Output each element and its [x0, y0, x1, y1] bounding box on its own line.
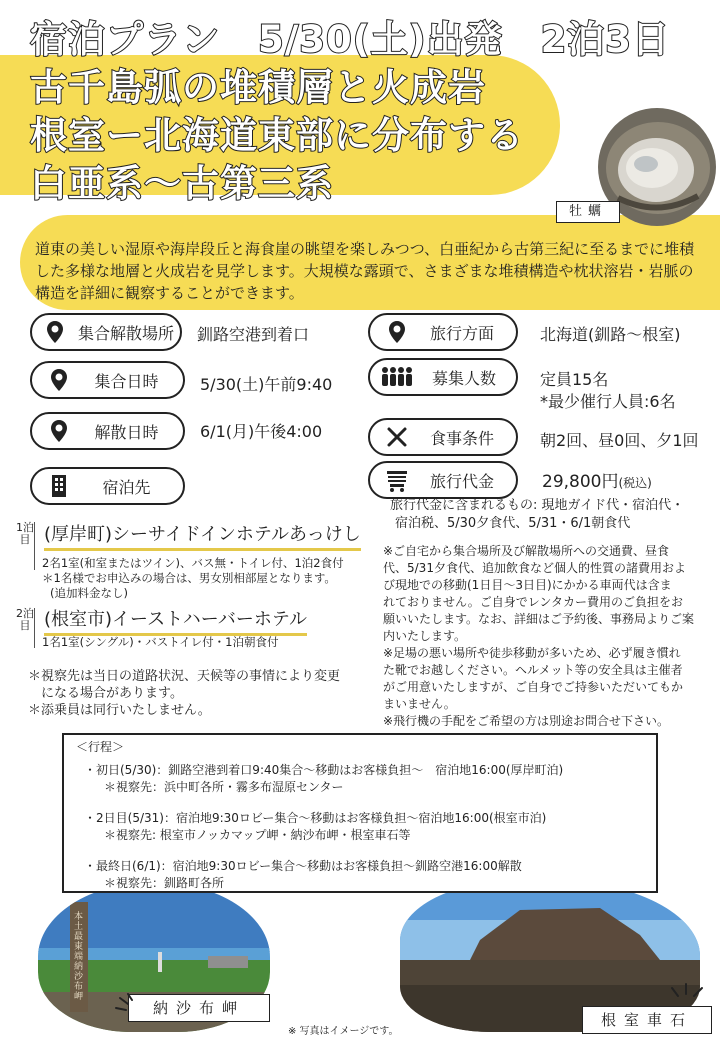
- left-note-2: になる場合があります。: [28, 686, 183, 701]
- itinerary-day-2-line-2: ＊視察先: 根室市ノッカマップ岬・納沙布岬・根室車石等: [104, 828, 411, 842]
- hotel-1-detail-3: (追加料金なし): [50, 586, 128, 600]
- price-amount: 29,800円: [542, 472, 619, 492]
- spark-lines-right: [668, 982, 708, 1010]
- hotel-2-detail-1: 1名1室(シングル)・バストイレ付・1泊朝食付: [42, 635, 279, 649]
- itinerary-day-1-line-1: ・初日(5/30)：釧路空港到着口9:40集合～移動はお客様負担～ 宿泊地16:00(厚岸町泊): [84, 763, 564, 777]
- meeting-time-pill: [30, 361, 185, 399]
- meals-pill: [368, 418, 518, 456]
- hotel-1-day: 1泊目: [16, 522, 35, 570]
- hotel-2-day: 2泊目: [16, 608, 35, 648]
- right-note-6: 内いたします。: [383, 629, 467, 643]
- hotel-1-detail-1: 2名1室(和室またはツイン)、バス無・トイレ付、1泊2食付: [42, 556, 344, 570]
- left-note-1: ＊視察先は当日の道路状況、天候等の事情により変更: [28, 669, 341, 684]
- meeting-place-value: 釧路空港到着口: [197, 325, 310, 344]
- recruit-value-2: *最少催行人員:6名: [540, 392, 676, 411]
- hotel-1-detail-2: ＊1名様でお申込みの場合は、男女別相部屋となります。: [42, 571, 336, 585]
- itinerary-box: [62, 733, 658, 893]
- itinerary-day-3-line-2: ＊視察先：釧路町各所: [104, 876, 225, 890]
- dismissal-value: 6/1(月)午後4:00: [200, 422, 323, 441]
- meeting-time-value: 5/30(土)午前9:40: [200, 375, 333, 394]
- right-note-10: まいません。: [383, 697, 456, 711]
- price-note-2: 宿泊税、5/30夕食代、5/31・6/1朝食代: [395, 516, 631, 531]
- meeting-time-label: 集合日時: [94, 371, 159, 391]
- right-note-9: がご用意いたしますが、ご自身でご持参いただいてもか: [383, 680, 684, 694]
- itinerary-heading: ＜行程＞: [76, 740, 125, 754]
- price-tax: (税込): [618, 476, 652, 490]
- title-line-4: 白亜系～古第三系: [30, 162, 334, 205]
- people-group-icon: [380, 364, 414, 390]
- itinerary-day-2-line-1: ・2日目(5/31)：宿泊地9:30ロビー集合～移動はお客様負担～宿泊地16:00(根室市泊): [84, 811, 547, 825]
- direction-label: 旅行方面: [429, 323, 494, 343]
- location-pin-icon: [384, 319, 410, 345]
- intro-text: 道東の美しい湿原や海岸段丘と海食崖の眺望を楽しみつつ、白亜紀から古第三紀に至るまでに堆積した多様な地層と火成岩を見学します。大規模な露頭で、さまざまな堆積構造や枕状溶岩・岩脈の構造を詳細に観察することができます。: [35, 240, 695, 302]
- nosappu-label: 納沙布岬: [128, 994, 270, 1022]
- oyster-tag: 牡蠣: [556, 201, 620, 223]
- price-pill: [368, 461, 518, 499]
- title-line-1: 宿泊プラン 5/30(土)出発 2泊3日: [30, 18, 671, 61]
- right-note-11: ※飛行機の手配をご希望の方は別途お問合せ下さい。: [383, 714, 670, 728]
- price-value: [542, 467, 652, 492]
- location-pin-icon: [46, 367, 72, 393]
- itinerary-day-1-line-2: ＊視察先：浜中町各所・霧多布湿原センター: [104, 780, 344, 794]
- lodging-pill: [30, 467, 185, 505]
- right-note-4: れておりません。ご自身でレンタカー費用のご負担をお: [383, 595, 683, 609]
- building-icon: [46, 473, 72, 499]
- dismissal-label: 解散日時: [94, 422, 159, 442]
- nosappu-monument-text: 本土最東端 納沙布岬: [74, 912, 84, 1002]
- direction-value: 北海道(釧路～根室): [540, 325, 681, 344]
- meeting-place-label: 集合解散場所: [77, 323, 174, 343]
- photo-caption: ※ 写真はイメージです。: [288, 1026, 399, 1037]
- lodging-label: 宿泊先: [102, 477, 151, 497]
- fork-knife-icon: [384, 424, 410, 450]
- recruit-pill: [368, 358, 518, 396]
- title-line-3: 根室ー北海道東部に分布する: [30, 114, 524, 157]
- right-note-3: び現地での移動(1日目～3日目)にかかる車両代は含ま: [383, 578, 672, 592]
- meals-label: 食事条件: [429, 428, 494, 448]
- kurumaishi-label: 根室車石: [582, 1006, 712, 1034]
- dismissal-pill: [30, 412, 185, 450]
- price-note-1: 旅行代金に含まれるもの: 現地ガイド代・宿泊代・: [390, 498, 685, 513]
- hotel-2-name: (根室市)イーストハーバーホテル: [44, 605, 307, 636]
- recruit-label: 募集人数: [431, 368, 496, 388]
- recruit-value-1: 定員15名: [540, 370, 609, 389]
- price-label: 旅行代金: [429, 471, 494, 491]
- title-line-2: 古千島弧の堆積層と火成岩: [30, 66, 486, 109]
- left-note-3: ＊添乗員は同行いたしません。: [28, 703, 211, 718]
- location-pin-icon: [46, 418, 72, 444]
- direction-pill: [368, 313, 518, 351]
- meals-value: 朝2回、昼0回、夕1回: [540, 431, 699, 450]
- hotel-1-name: (厚岸町)シーサイドインホテルあっけし: [44, 520, 361, 551]
- cart-icon: [384, 467, 410, 493]
- location-pin-icon: [42, 319, 68, 345]
- right-note-1: ※ご自宅から集合場所及び解散場所への交通費、昼食: [383, 544, 670, 558]
- right-note-2: 代、5/31夕食代、追加飲食など個人的性質の諸費用およ: [383, 561, 686, 575]
- itinerary-day-3-line-1: ・最終日(6/1)：宿泊地9:30ロビー集合～移動はお客様負担～釧路空港16:00解散: [84, 859, 522, 873]
- right-note-7: ※足場の悪い場所や徒歩移動が多いため、必ず履き慣れ: [383, 646, 681, 660]
- spark-lines-left: [110, 990, 134, 1018]
- meeting-place-pill: [30, 313, 182, 351]
- right-note-5: 願いいたします。なお、詳細はご予約後、事務局よりご案: [383, 612, 695, 626]
- right-note-8: た靴でお越しください。ヘルメット等の安全具は主催者: [383, 663, 683, 677]
